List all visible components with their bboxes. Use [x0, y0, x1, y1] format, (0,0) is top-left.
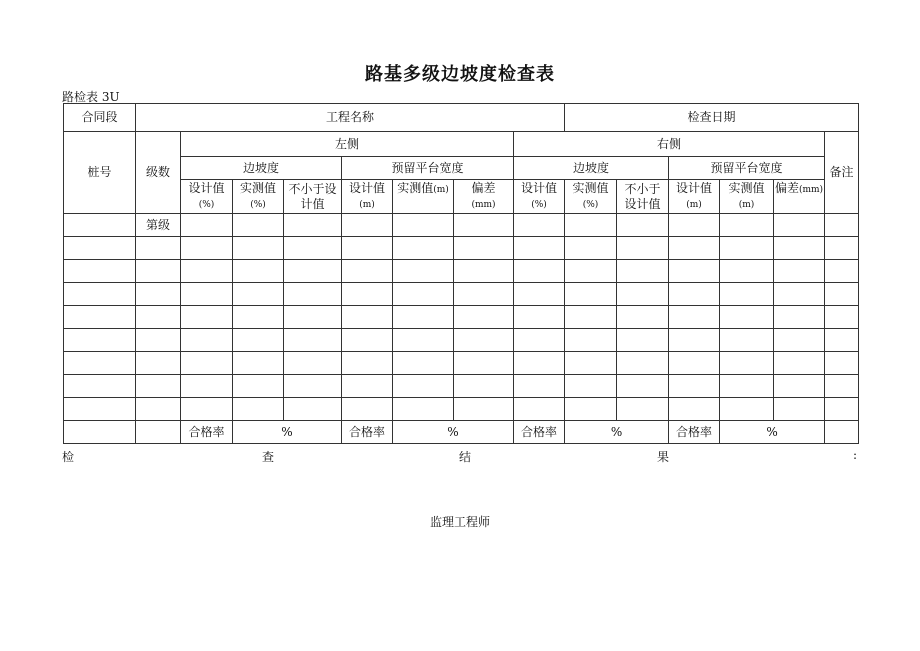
table-cell[interactable]	[454, 237, 514, 260]
table-cell[interactable]	[181, 375, 233, 398]
table-cell[interactable]	[233, 260, 284, 283]
table-cell[interactable]	[720, 306, 774, 329]
table-cell[interactable]	[454, 283, 514, 306]
table-cell[interactable]	[233, 329, 284, 352]
grade-header: 级数	[136, 132, 181, 214]
table-cell[interactable]	[136, 237, 181, 260]
table-row	[64, 398, 859, 421]
left-platform-measured-header: 实测值(m)	[393, 180, 454, 214]
table-cell[interactable]	[669, 329, 720, 352]
table-cell[interactable]	[774, 398, 825, 421]
left-slope-min-header: 不小于设 计值	[284, 180, 342, 214]
result-char: 结	[459, 450, 472, 464]
table-cell[interactable]	[565, 237, 617, 260]
table-cell[interactable]	[64, 214, 136, 237]
table-cell[interactable]	[514, 214, 565, 237]
table-cell[interactable]	[342, 260, 393, 283]
table-cell[interactable]	[136, 329, 181, 352]
result-char: 查	[262, 450, 275, 464]
table-cell[interactable]	[284, 398, 342, 421]
table-cell[interactable]	[617, 352, 669, 375]
table-cell[interactable]	[774, 352, 825, 375]
table-cell[interactable]	[565, 214, 617, 237]
table-cell[interactable]	[669, 260, 720, 283]
table-cell[interactable]	[720, 398, 774, 421]
form-code: 路检表 3U	[62, 90, 120, 104]
table-cell[interactable]	[669, 352, 720, 375]
table-cell[interactable]	[136, 352, 181, 375]
table-cell[interactable]	[565, 283, 617, 306]
right-slope-header: 边坡度	[514, 157, 669, 180]
table-cell[interactable]	[284, 260, 342, 283]
table-cell[interactable]	[233, 352, 284, 375]
table-cell[interactable]	[454, 398, 514, 421]
table-cell[interactable]	[284, 329, 342, 352]
table-cell[interactable]	[393, 352, 454, 375]
table-cell[interactable]	[342, 352, 393, 375]
table-cell[interactable]	[64, 329, 136, 352]
table-row	[64, 214, 859, 237]
table-cell[interactable]	[774, 306, 825, 329]
table-cell[interactable]	[617, 375, 669, 398]
table-row	[64, 283, 859, 306]
table-cell[interactable]	[342, 237, 393, 260]
right-platform-pass-rate-label: 合格率	[669, 421, 720, 444]
grade-cell[interactable]: 第级	[136, 214, 181, 237]
table-cell[interactable]	[720, 260, 774, 283]
table-cell[interactable]	[669, 306, 720, 329]
table-cell[interactable]	[136, 398, 181, 421]
table-cell[interactable]	[454, 329, 514, 352]
table-cell[interactable]	[181, 398, 233, 421]
table-cell[interactable]	[64, 260, 136, 283]
table-cell[interactable]	[284, 237, 342, 260]
table-cell[interactable]	[64, 283, 136, 306]
table-cell[interactable]	[181, 237, 233, 260]
table-cell[interactable]	[617, 329, 669, 352]
right-side-header: 右侧	[514, 132, 825, 157]
table-cell[interactable]	[565, 260, 617, 283]
table-cell[interactable]	[393, 306, 454, 329]
table-cell[interactable]	[514, 398, 565, 421]
table-cell[interactable]	[720, 329, 774, 352]
table-cell[interactable]	[342, 283, 393, 306]
table-cell[interactable]	[181, 352, 233, 375]
table-cell[interactable]	[669, 214, 720, 237]
left-slope-header: 边坡度	[181, 157, 342, 180]
station-header: 桩号	[64, 132, 136, 214]
table-cell[interactable]	[514, 306, 565, 329]
table-cell[interactable]	[233, 375, 284, 398]
table-cell[interactable]	[284, 352, 342, 375]
table-cell[interactable]	[669, 283, 720, 306]
table-cell[interactable]	[774, 237, 825, 260]
table-cell[interactable]	[825, 375, 859, 398]
table-row	[64, 306, 859, 329]
table-cell[interactable]	[669, 398, 720, 421]
table-cell[interactable]	[284, 283, 342, 306]
column-header-row	[64, 180, 859, 214]
pass-rate-row	[64, 421, 859, 444]
table-cell[interactable]	[233, 306, 284, 329]
left-slope-measured-header: 实测值 (%)	[233, 180, 284, 214]
table-cell[interactable]	[454, 260, 514, 283]
table-cell[interactable]	[720, 214, 774, 237]
table-cell[interactable]	[393, 237, 454, 260]
table-cell[interactable]	[136, 306, 181, 329]
left-platform-width-header: 预留平台宽度	[342, 157, 514, 180]
table-cell[interactable]	[514, 283, 565, 306]
table-cell[interactable]	[284, 306, 342, 329]
table-cell[interactable]	[393, 329, 454, 352]
table-cell[interactable]	[136, 283, 181, 306]
subgroup-row	[64, 157, 859, 180]
table-cell[interactable]	[774, 375, 825, 398]
table-cell[interactable]	[774, 260, 825, 283]
table-cell[interactable]	[617, 237, 669, 260]
table-cell[interactable]	[342, 329, 393, 352]
table-cell[interactable]	[233, 398, 284, 421]
table-cell[interactable]	[393, 214, 454, 237]
side-row	[64, 132, 859, 157]
left-platform-pass-rate-label: 合格率	[342, 421, 393, 444]
right-slope-pass-rate-label: 合格率	[514, 421, 565, 444]
table-cell[interactable]	[342, 398, 393, 421]
table-cell[interactable]	[514, 352, 565, 375]
table-cell[interactable]	[136, 260, 181, 283]
table-cell[interactable]	[565, 375, 617, 398]
table-cell[interactable]	[181, 260, 233, 283]
table-cell[interactable]	[825, 260, 859, 283]
left-slope-pass-rate-field[interactable]: %	[233, 421, 342, 444]
table-cell[interactable]	[136, 375, 181, 398]
left-platform-design-header: 设计值 (m)	[342, 180, 393, 214]
right-platform-measured-header: 实测值 (m)	[720, 180, 774, 214]
table-cell[interactable]	[393, 375, 454, 398]
table-cell[interactable]	[565, 329, 617, 352]
table-cell	[64, 421, 136, 444]
table-cell[interactable]	[64, 352, 136, 375]
table-cell[interactable]	[617, 398, 669, 421]
table-cell[interactable]	[825, 283, 859, 306]
right-platform-width-header: 预留平台宽度	[669, 157, 825, 180]
table-row	[64, 260, 859, 283]
contract-section-label: 合同段	[64, 104, 136, 132]
table-cell[interactable]	[181, 214, 233, 237]
right-slope-design-header: 设计值 (%)	[514, 180, 565, 214]
header-row	[64, 104, 859, 132]
table-cell[interactable]	[669, 237, 720, 260]
table-cell[interactable]	[454, 352, 514, 375]
table-cell[interactable]	[825, 352, 859, 375]
table-cell[interactable]	[64, 237, 136, 260]
result-char: 果	[657, 450, 670, 464]
left-slope-design-header: 设计值 (%)	[181, 180, 233, 214]
table-cell[interactable]	[393, 283, 454, 306]
table-cell[interactable]	[64, 375, 136, 398]
inspection-table	[63, 103, 859, 444]
project-name-field[interactable]: 工程名称	[136, 104, 565, 132]
table-cell	[136, 421, 181, 444]
table-cell[interactable]	[233, 214, 284, 237]
right-platform-deviation-header: 偏差(mm)	[774, 180, 825, 214]
table-cell[interactable]	[64, 398, 136, 421]
table-cell[interactable]	[514, 260, 565, 283]
table-row	[64, 352, 859, 375]
table-cell[interactable]	[342, 306, 393, 329]
inspection-date-field[interactable]: 检查日期	[565, 104, 859, 132]
right-slope-pass-rate-field[interactable]: %	[565, 421, 669, 444]
table-cell[interactable]	[181, 306, 233, 329]
table-cell[interactable]	[825, 237, 859, 260]
table-cell[interactable]	[454, 306, 514, 329]
table-cell[interactable]	[393, 398, 454, 421]
result-colon: :	[853, 448, 858, 462]
table-cell[interactable]	[514, 237, 565, 260]
table-cell[interactable]	[617, 260, 669, 283]
table-cell[interactable]	[720, 352, 774, 375]
left-platform-deviation-header: 偏差 (mm)	[454, 180, 514, 214]
table-cell[interactable]	[233, 237, 284, 260]
table-cell[interactable]	[669, 375, 720, 398]
table-cell[interactable]	[454, 375, 514, 398]
left-slope-pass-rate-label: 合格率	[181, 421, 233, 444]
table-cell[interactable]	[342, 214, 393, 237]
table-cell	[825, 421, 859, 444]
remarks-header: 备注	[825, 132, 859, 214]
table-cell[interactable]	[774, 329, 825, 352]
table-row	[64, 237, 859, 260]
table-cell[interactable]	[454, 214, 514, 237]
table-cell[interactable]	[565, 352, 617, 375]
table-cell[interactable]	[720, 237, 774, 260]
result-char: 检	[62, 450, 75, 464]
table-cell[interactable]	[233, 283, 284, 306]
table-cell[interactable]	[720, 375, 774, 398]
right-platform-pass-rate-field[interactable]: %	[720, 421, 825, 444]
supervisor-label: 监理工程师	[429, 515, 490, 529]
table-cell[interactable]	[720, 283, 774, 306]
table-cell[interactable]	[617, 283, 669, 306]
table-cell[interactable]	[617, 306, 669, 329]
table-cell[interactable]	[342, 375, 393, 398]
table-cell[interactable]	[514, 329, 565, 352]
table-cell[interactable]	[825, 329, 859, 352]
table-cell[interactable]	[825, 306, 859, 329]
table-cell[interactable]	[565, 306, 617, 329]
table-cell[interactable]	[617, 214, 669, 237]
left-side-header: 左侧	[181, 132, 514, 157]
table-row	[64, 375, 859, 398]
left-platform-pass-rate-field[interactable]: %	[393, 421, 514, 444]
table-cell[interactable]	[284, 375, 342, 398]
page-title: 路基多级边坡度检查表	[365, 64, 555, 85]
table-cell[interactable]	[284, 214, 342, 237]
table-cell[interactable]	[181, 283, 233, 306]
right-platform-design-header: 设计值 (m)	[669, 180, 720, 214]
table-row	[64, 329, 859, 352]
table-cell[interactable]	[393, 260, 454, 283]
table-cell[interactable]	[825, 214, 859, 237]
table-cell[interactable]	[64, 306, 136, 329]
table-cell[interactable]	[774, 283, 825, 306]
table-cell[interactable]	[825, 398, 859, 421]
table-cell[interactable]	[565, 398, 617, 421]
table-cell[interactable]	[514, 375, 565, 398]
table-cell[interactable]	[181, 329, 233, 352]
right-slope-min-header: 不小于 设计值	[617, 180, 669, 214]
table-cell[interactable]	[774, 214, 825, 237]
right-slope-measured-header: 实测值 (%)	[565, 180, 617, 214]
